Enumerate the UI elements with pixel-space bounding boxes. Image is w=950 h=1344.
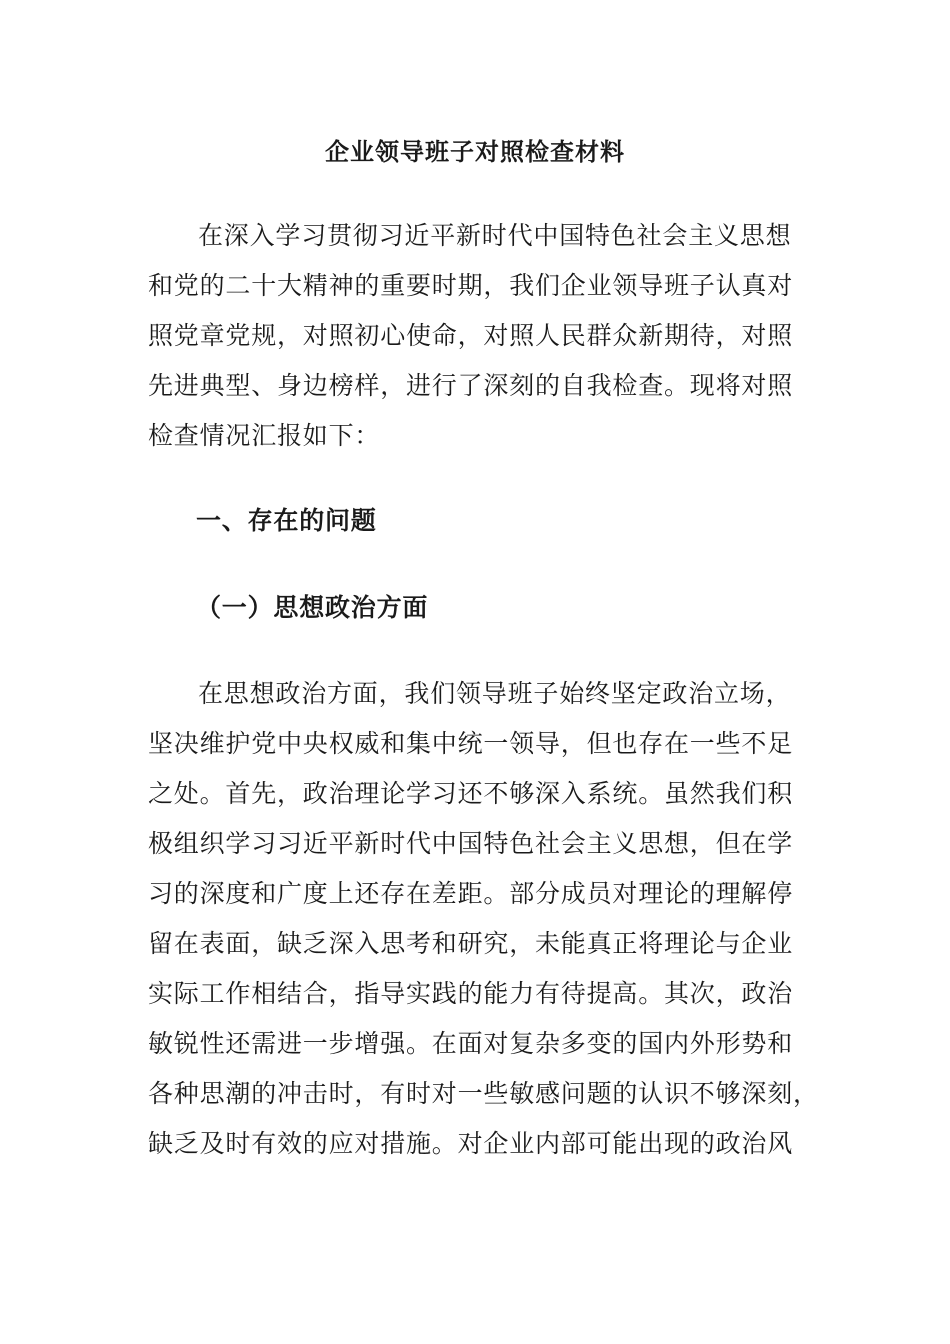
paragraph-line: 之处。首先，政治理论学习还不够深入系统。虽然我们积 xyxy=(148,779,794,808)
paragraph-line: 缺乏及时有效的应对措施。对企业内部可能出现的政治风 xyxy=(148,1129,794,1158)
subsection-heading-ideology-politics: （一）思想政治方面 xyxy=(196,593,429,622)
intro-paragraph xyxy=(148,211,808,461)
paragraph-line: 在思想政治方面，我们领导班子始终坚定政治立场， xyxy=(198,679,792,708)
paragraph-line: 留在表面，缺乏深入思考和研究，未能真正将理论与企业 xyxy=(148,929,794,958)
section-heading-problems: 一、存在的问题 xyxy=(196,506,377,535)
paragraph-line: 先进典型、身边榜样，进行了深刻的自我检查。现将对照 xyxy=(148,371,794,400)
paragraph-line: 和党的二十大精神的重要时期，我们企业领导班子认真对 xyxy=(148,271,794,300)
paragraph-line: 照党章党规，对照初心使命，对照人民群众新期待，对照 xyxy=(148,321,794,350)
paragraph-line: 坚决维护党中央权威和集中统一领导，但也存在一些不足 xyxy=(148,729,794,758)
paragraph-line: 在深入学习贯彻习近平新时代中国特色社会主义思想 xyxy=(198,221,792,250)
paragraph-line: 检查情况汇报如下： xyxy=(148,421,381,450)
paragraph-line: 极组织学习习近平新时代中国特色社会主义思想，但在学 xyxy=(148,829,794,858)
ideology-politics-paragraph xyxy=(148,669,819,1169)
paragraph-line: 各种思潮的冲击时，有时对一些敏感问题的认识不够深刻， xyxy=(148,1079,819,1108)
paragraph-line: 实际工作相结合，指导实践的能力有待提高。其次，政治 xyxy=(148,979,794,1008)
paragraph-line: 敏锐性还需进一步增强。在面对复杂多变的国内外形势和 xyxy=(148,1029,794,1058)
paragraph-line: 习的深度和广度上还存在差距。部分成员对理论的理解停 xyxy=(148,879,794,908)
document-title: 企业领导班子对照检查材料 xyxy=(325,137,625,166)
